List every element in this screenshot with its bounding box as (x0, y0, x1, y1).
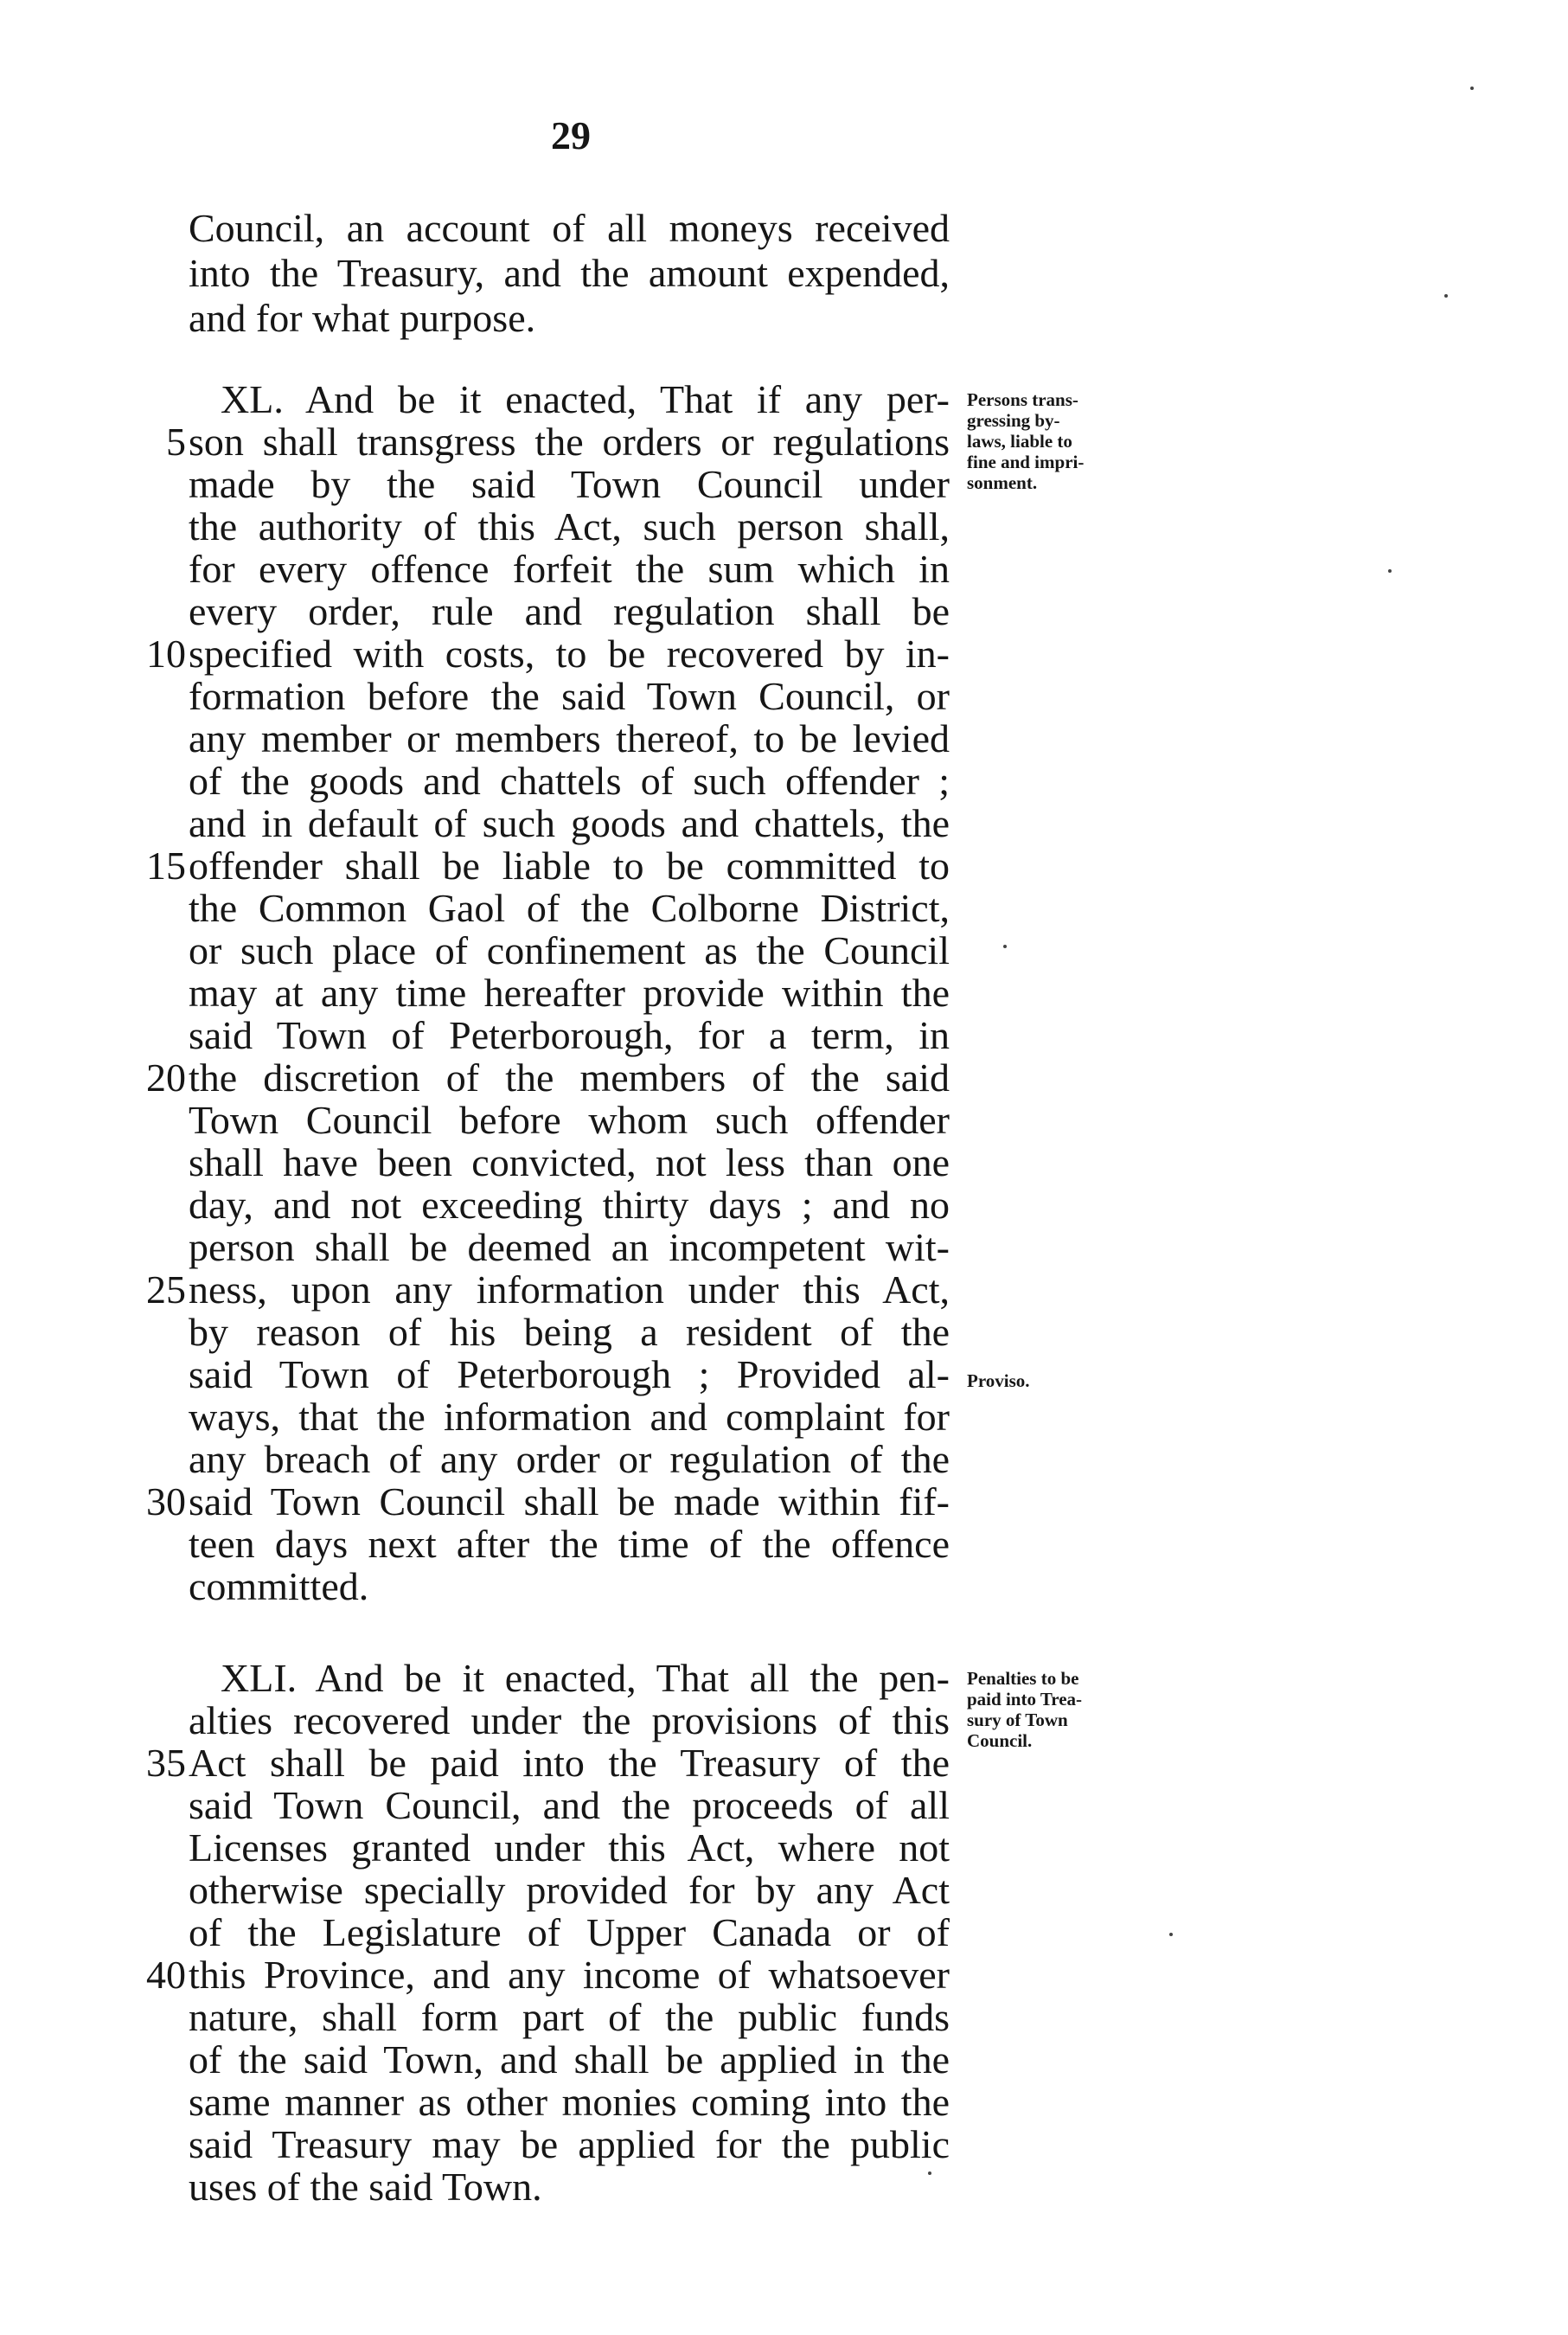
text-line (0, 1656, 1568, 1701)
line-text: or such place of confinement as the Council (189, 928, 950, 972)
marginal-note-line: sury of Town (967, 1710, 1068, 1730)
scan-speck (1003, 945, 1007, 948)
text-line (0, 971, 1568, 1016)
line-text: offender shall be liable to be committed to (189, 844, 950, 888)
line-text: XL. And be it enacted, That if any per- (221, 377, 950, 421)
text-line (0, 296, 1568, 341)
text-line (0, 886, 1568, 931)
line-text: the discretion of the members of the said (189, 1055, 950, 1100)
line-number: 25 (146, 1267, 186, 1312)
scan-speck (1388, 569, 1392, 573)
marginal-note-line: paid into Trea- (967, 1689, 1083, 1710)
marginal-note-line: gressing by- (967, 410, 1060, 431)
text-line (0, 1953, 1568, 1998)
text-line (0, 1783, 1568, 1828)
scan-speck (1470, 87, 1474, 90)
line-number: 5 (166, 420, 186, 464)
text-line (0, 1013, 1568, 1058)
text-line (0, 801, 1568, 846)
line-text: said Town of Peterborough ; Provided al- (189, 1352, 950, 1396)
line-text: Licenses granted under this Act, where not (189, 1825, 950, 1870)
line-text: of the said Town, and shall be applied in the (189, 2037, 950, 2082)
text-line (0, 1995, 1568, 2040)
scan-speck (1169, 1933, 1173, 1936)
line-text: uses of the said Town. (189, 2165, 542, 2209)
text-line (0, 1225, 1568, 1270)
text-line (0, 2080, 1568, 2125)
line-text: may at any time hereafter provide within the (189, 971, 950, 1015)
text-line (0, 2037, 1568, 2082)
line-text: the Common Gaol of the Colborne District, (189, 886, 950, 930)
text-line (0, 504, 1568, 549)
line-text: shall have been convicted, not less than one (189, 1140, 950, 1184)
line-text: Act shall be paid into the Treasury of the (189, 1741, 950, 1785)
line-number: 30 (146, 1479, 186, 1524)
marginal-note-proviso: Proviso. (967, 1370, 1030, 1391)
text-line (0, 377, 1568, 422)
marginal-note-persons-transgressing (967, 389, 1162, 493)
page-number: 29 (551, 113, 591, 157)
text-line (0, 1741, 1568, 1786)
line-text: specified with costs, to be recovered by in- (189, 632, 950, 676)
line-text: son shall transgress the orders or regulations (189, 420, 950, 464)
text-line (0, 632, 1568, 677)
line-text: said Town of Peterborough, for a term, in (189, 1013, 950, 1057)
line-number: 15 (146, 844, 186, 888)
text-line (0, 928, 1568, 973)
line-text: this Province, and any income of whatsoever (189, 1953, 950, 1997)
scan-speck (928, 2171, 931, 2175)
line-text: alties recovered under the provisions of this (189, 1698, 950, 1742)
text-line (0, 1310, 1568, 1355)
text-line (0, 1395, 1568, 1440)
line-text: and for what purpose. (189, 296, 536, 340)
line-number: 35 (146, 1741, 186, 1785)
text-line (0, 716, 1568, 761)
text-line (0, 1098, 1568, 1143)
line-text: by reason of his being a resident of the (189, 1310, 950, 1354)
line-text: said Town Council shall be made within fif- (189, 1479, 950, 1524)
text-line (0, 1522, 1568, 1567)
line-text: any breach of any order or regulation of the (189, 1437, 950, 1481)
line-number: 40 (146, 1953, 186, 1997)
line-text: committed. (189, 1564, 369, 1608)
line-number: 20 (146, 1055, 186, 1100)
text-line (0, 1698, 1568, 1743)
text-line (0, 547, 1568, 592)
line-text: of the Legislature of Upper Canada or of (189, 1910, 950, 1954)
line-number: 10 (146, 632, 186, 676)
line-text: ness, upon any information under this Act, (189, 1267, 950, 1312)
marginal-note-line: Council. (967, 1730, 1033, 1751)
line-text: Town Council before whom such offender (189, 1098, 950, 1142)
line-text: and in default of such goods and chattels, the (189, 801, 950, 845)
text-line (0, 1055, 1568, 1100)
line-text: every order, rule and regulation shall be (189, 589, 950, 633)
line-text: said Treasury may be applied for the public (189, 2122, 950, 2166)
text-line (0, 2165, 1568, 2210)
text-line (0, 759, 1568, 804)
text-line (0, 1479, 1568, 1524)
text-line (0, 1868, 1568, 1913)
text-line (0, 206, 1568, 251)
line-text: nature, shall form part of the public funds (189, 1995, 950, 2039)
line-text: XLI. And be it enacted, That all the pen- (221, 1656, 950, 1700)
marginal-note-penalties (967, 1668, 1162, 1751)
line-text: any member or members thereof, to be levied (189, 716, 950, 760)
text-line (0, 1267, 1568, 1312)
text-line (0, 1825, 1568, 1870)
line-text: otherwise specially provided for by any Act (189, 1868, 950, 1912)
line-text: of the goods and chattels of such offender ; (189, 759, 950, 803)
scan-speck (1444, 294, 1448, 298)
text-line (0, 251, 1568, 296)
text-line (0, 1437, 1568, 1482)
text-line (0, 1910, 1568, 1955)
marginal-note-line: Persons trans- (967, 389, 1078, 410)
text-line (0, 1140, 1568, 1185)
marginal-note-line: fine and impri- (967, 452, 1085, 472)
text-line (0, 844, 1568, 888)
line-text: ways, that the information and complaint for (189, 1395, 950, 1439)
marginal-note-line: Penalties to be (967, 1668, 1079, 1689)
text-line (0, 1352, 1568, 1397)
line-text: into the Treasury, and the amount expended, (189, 251, 950, 295)
text-line (0, 1183, 1568, 1228)
text-line (0, 462, 1568, 507)
marginal-note-line: sonment. (967, 472, 1038, 493)
text-line (0, 589, 1568, 634)
line-text: teen days next after the time of the offence (189, 1522, 950, 1566)
line-text: said Town Council, and the proceeds of all (189, 1783, 950, 1827)
line-text: Council, an account of all moneys received (189, 206, 950, 250)
line-text: day, and not exceeding thirty days ; and no (189, 1183, 950, 1227)
text-line (0, 420, 1568, 465)
line-text: the authority of this Act, such person shall, (189, 504, 950, 548)
line-text: same manner as other monies coming into the (189, 2080, 950, 2124)
text-line (0, 2122, 1568, 2167)
text-line (0, 1564, 1568, 1609)
marginal-note-line: laws, liable to (967, 431, 1072, 452)
text-line (0, 674, 1568, 719)
line-text: for every offence forfeit the sum which in (189, 547, 950, 591)
line-text: made by the said Town Council under (189, 462, 950, 506)
line-text: formation before the said Town Council, or (189, 674, 950, 718)
line-text: person shall be deemed an incompetent wit- (189, 1225, 950, 1269)
